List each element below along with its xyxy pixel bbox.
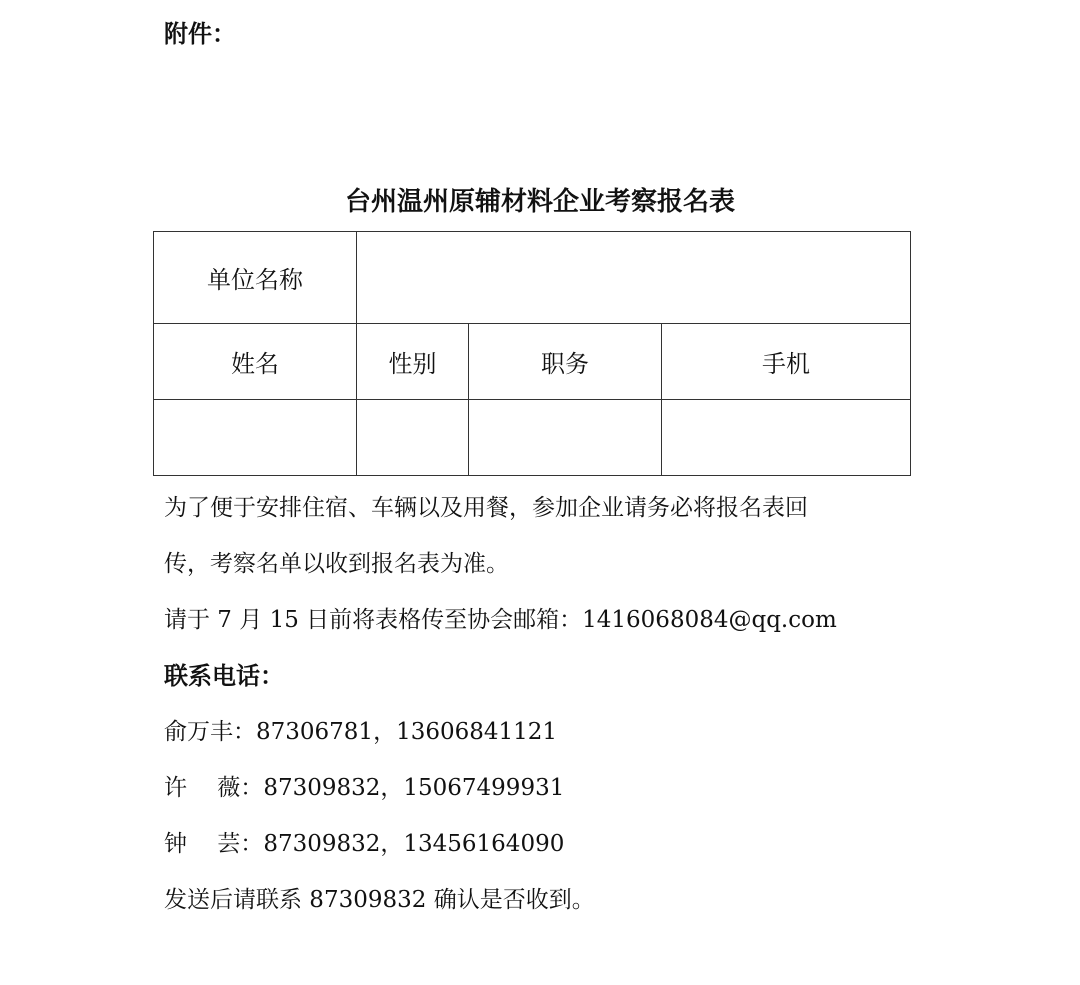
- table-row: [154, 400, 911, 476]
- unit-name-label: 单位名称: [154, 232, 357, 324]
- unit-name-cell[interactable]: [357, 232, 911, 324]
- note-line-2: 传，考察名单以收到报名表为准。: [164, 551, 509, 577]
- position-cell[interactable]: [469, 400, 662, 476]
- registration-table: [153, 231, 911, 476]
- contact-name: 钟 芸：: [164, 831, 264, 857]
- note-line-1: 为了便于安排住宿、车辆以及用餐，参加企业请务必将报名表回: [164, 495, 808, 521]
- header-row: [154, 324, 911, 400]
- column-header-gender: 性别: [357, 324, 469, 400]
- name-cell[interactable]: [154, 400, 357, 476]
- contact-item: [164, 704, 924, 760]
- contact-phones: 87306781，13606841121: [256, 719, 558, 745]
- gender-cell[interactable]: [357, 400, 469, 476]
- contact-item: [164, 760, 924, 816]
- contact-name: 俞万丰：: [164, 719, 256, 745]
- attachment-label: 附件：: [164, 20, 236, 48]
- mobile-cell[interactable]: [662, 400, 911, 476]
- form-title: 台州温州原辅材料企业考察报名表: [344, 187, 735, 217]
- email-note: 请于 7 月 15 日前将表格传至协会邮箱：1416068084@qq.com: [164, 607, 837, 633]
- contacts-heading: 联系电话：: [164, 662, 284, 690]
- contact-phones: 87309832，15067499931: [263, 775, 565, 801]
- unit-row: [154, 232, 911, 324]
- contact-item: [164, 816, 924, 872]
- confirm-note: 发送后请联系 87309832 确认是否收到。: [164, 887, 595, 913]
- contact-name: 许 薇：: [164, 775, 264, 801]
- column-header-mobile: 手机: [662, 324, 911, 400]
- column-header-name: 姓名: [154, 324, 357, 400]
- column-header-position: 职务: [469, 324, 662, 400]
- contact-phones: 87309832，13456164090: [263, 831, 565, 857]
